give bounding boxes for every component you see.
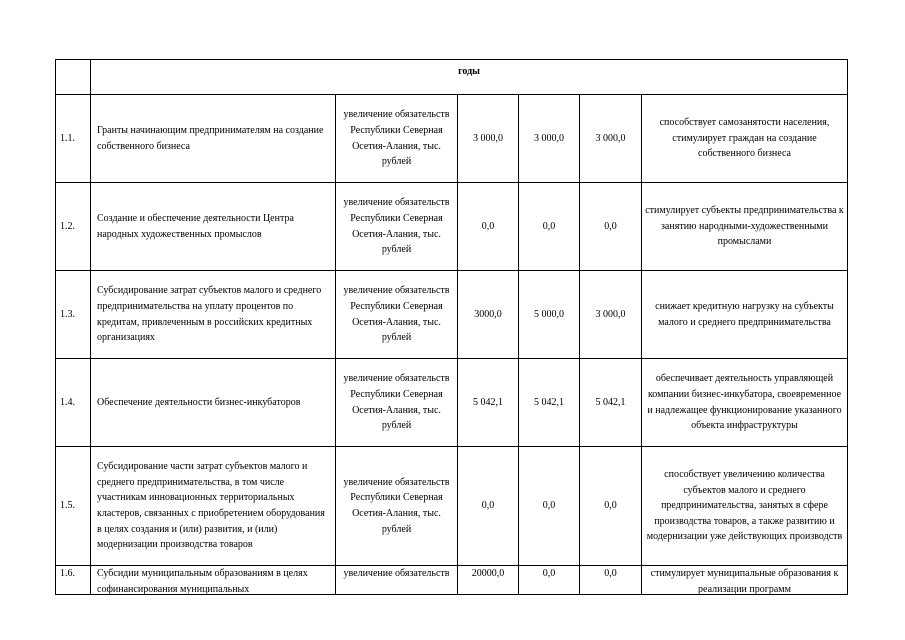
measure-name: Субсидирование затрат субъектов малого и среднего предпринимательства на уплату процентов по кредитам, привлеченным в российских кредитных организациях [91,271,336,359]
table-row [56,359,848,447]
measure-name: Обеспечение деятельности бизнес-инкубаторов [91,359,336,447]
table-row [56,566,848,595]
table-row [56,271,848,359]
table-row [56,183,848,271]
measure-name: Субсидии муниципальным образованиям в целях софинансирования муниципальных [91,566,336,595]
header-corner-cell [56,60,91,95]
measure-indicator: увеличение обязательств Республики Северная Осетия-Алания, тыс. рублей [336,95,458,183]
year-1-value: 0,0 [458,447,519,566]
year-2-value: 0,0 [519,183,580,271]
year-2-value: 0,0 [519,447,580,566]
measures-table [55,59,848,595]
measure-indicator: увеличение обязательств [336,566,458,595]
table-row [56,447,848,566]
row-number: 1.4. [56,359,91,447]
year-3-value: 0,0 [580,183,642,271]
year-1-value: 20000,0 [458,566,519,595]
row-number: 1.5. [56,447,91,566]
measure-name: Гранты начинающим предпринимателям на создание собственного бизнеса [91,95,336,183]
year-3-value: 0,0 [580,566,642,595]
measure-name: Субсидирование части затрат субъектов малого и среднего предпринимательства, в том числе участникам инновационных территориальных кластеров, связанных с приобретением оборудования в целях создания и (или) развития, и (или) модернизации производства товаров [91,447,336,566]
measure-effect: способствует увеличению количества субъектов малого и среднего предпринимательства, занятых в сфере производства товаров, а также развитию и модернизации уже действующих производств [642,447,848,566]
years-header: годы [91,60,848,95]
year-2-value: 0,0 [519,566,580,595]
measure-indicator: увеличение обязательств Республики Северная Осетия-Алания, тыс. рублей [336,183,458,271]
year-2-value: 3 000,0 [519,95,580,183]
measure-indicator: увеличение обязательств Республики Северная Осетия-Алания, тыс. рублей [336,271,458,359]
year-2-value: 5 042,1 [519,359,580,447]
year-1-value: 3000,0 [458,271,519,359]
year-3-value: 5 042,1 [580,359,642,447]
table-row [56,95,848,183]
measure-effect: стимулирует муниципальные образования к реализации программ [642,566,848,595]
year-2-value: 5 000,0 [519,271,580,359]
measure-effect: снижает кредитную нагрузку на субъекты малого и среднего предпринимательства [642,271,848,359]
row-number: 1.2. [56,183,91,271]
row-number: 1.1. [56,95,91,183]
row-number: 1.6. [56,566,91,595]
year-1-value: 5 042,1 [458,359,519,447]
measure-indicator: увеличение обязательств Республики Северная Осетия-Алания, тыс. рублей [336,447,458,566]
year-3-value: 0,0 [580,447,642,566]
measure-effect: обеспечивает деятельность управляющей компании бизнес-инкубатора, своевременное и надлежащее функционирование указанного объекта инфраструктуры [642,359,848,447]
measure-name: Создание и обеспечение деятельности Центра народных художественных промыслов [91,183,336,271]
measure-effect: стимулирует субъекты предпринимательства к занятию народными-художественными промыслами [642,183,848,271]
year-1-value: 3 000,0 [458,95,519,183]
measure-effect: способствует самозанятости населения, стимулирует граждан на создание собственного бизнеса [642,95,848,183]
year-3-value: 3 000,0 [580,95,642,183]
measure-indicator: увеличение обязательств Республики Северная Осетия-Алания, тыс. рублей [336,359,458,447]
table-header-row [56,60,848,95]
year-1-value: 0,0 [458,183,519,271]
row-number: 1.3. [56,271,91,359]
year-3-value: 3 000,0 [580,271,642,359]
